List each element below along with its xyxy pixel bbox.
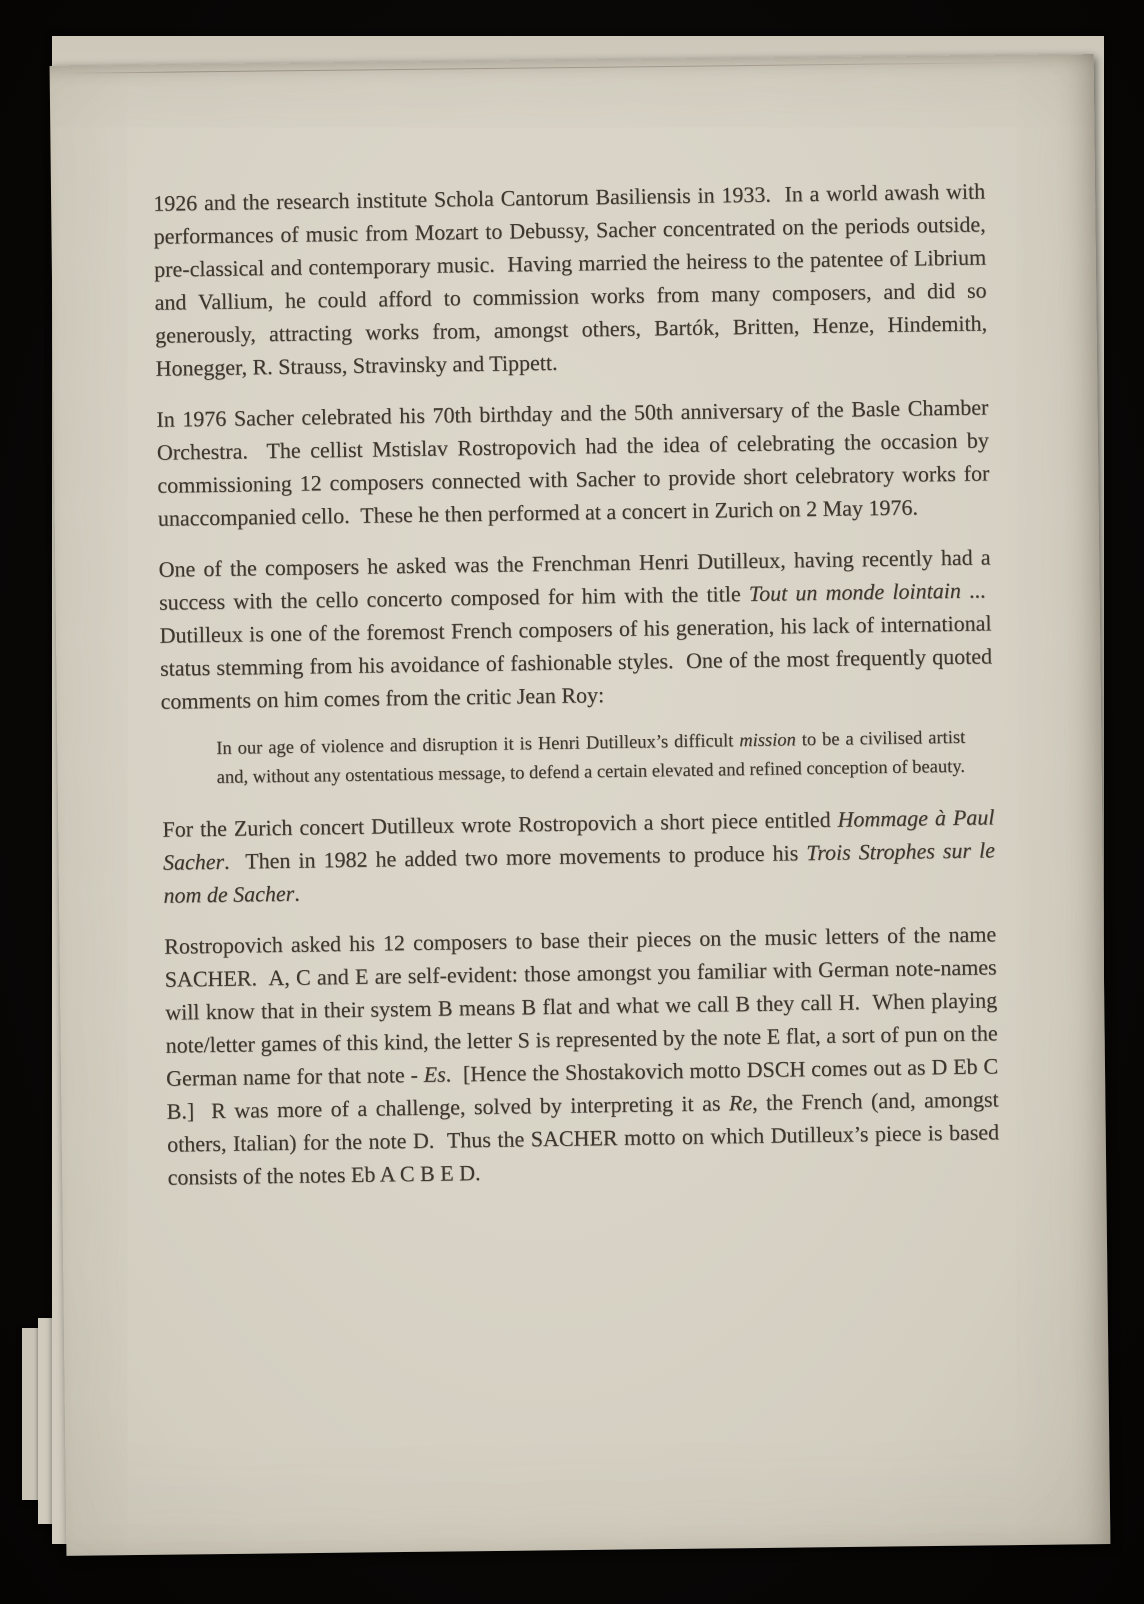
text-segment: In our age of violence and disruption it is Henri Dutilleux’s difficult: [216, 731, 740, 759]
paragraph: [164, 917, 1000, 1193]
text-segment: ... Dutilleux is one of the foremost French composers of his generation, his lack of international status stemming from his avoidance of fashionable styles. One of the most frequently quoted comments on him comes from the critic Jean Roy:: [159, 577, 993, 714]
text-segment: Rostropovich asked his 12 composers to base their pieces on the music letters of the name SACHER. A, C and E are self-evident: those amongst you familiar with German note-names will know that in their system B means B flat and what we call B they call H. When playing note/letter games of this kind, the letter S is represented by the note E flat, a sort of pun on the German name for that note -: [164, 921, 998, 1091]
text-segment: 1926 and the research institute Schola Cantorum Basiliensis in 1933. In a world awash with performances of music from Mozart to Debussy, Sacher concentrated on the periods outside, pre-classical and contemporary music. Having married the heiress to the patentee of Librium and Vallium, he could afford to commission works from many composers, and did so generously, attracting works from, amongst others, Bartók, Britten, Henze, Hindemith, Honegger, R. Strauss, Stravinsky and Tippett.: [153, 178, 988, 381]
italic-text-segment: Es: [423, 1061, 446, 1087]
text-segment: .: [294, 880, 300, 906]
text-segment: to be a civilised artist and, without any ostentatious message, to defend a certain elevated and refined conception of beauty.: [216, 727, 966, 788]
text-segment: One of the composers he asked was the Frenchman Henri Dutilleux, having recently had a success with the cello concerto composed for him with the title: [158, 544, 991, 615]
paragraph: [158, 540, 992, 717]
text-segment: In 1976 Sacher celebrated his 70th birthday and the 50th anniversary of the Basle Chamber Orchestra. The cellist Mstislav Rostropovich had the idea of celebrating the occasion by commissioning 12 composers connected with Sacher to provide short celebratory works for unaccompanied cello. These he then performed at a concert in Zurich on 2 May 1976.: [156, 394, 990, 531]
scanned-page: [50, 54, 1111, 1556]
quoted-passage: [216, 724, 966, 793]
page-top-crease: [56, 62, 1058, 74]
text-block: [153, 174, 1000, 1211]
paragraph: [156, 390, 990, 534]
text-segment: . [Hence the Shostakovich motto DSCH comes out as D Eb C B.] R was more of a challenge, solved by interpreting it as: [166, 1053, 999, 1124]
italic-text-segment: Tout un monde lointain: [748, 577, 962, 607]
italic-text-segment: Hommage à Paul Sacher: [162, 804, 995, 875]
text-segment: , the French (and, amongst others, Italian) for the note D. Thus the SACHER motto on which Dutilleux’s piece is based consists of the notes Eb A C B E D.: [166, 1086, 1000, 1190]
italic-text-segment: Trois Strophes sur le nom de Sacher: [163, 837, 996, 908]
text-segment: . Then in 1982 he added two more movements to produce his: [223, 840, 807, 874]
paragraph: [153, 174, 988, 384]
text-segment: For the Zurich concert Dutilleux wrote Rostropovich a short piece entitled: [162, 806, 838, 842]
paragraph: [162, 800, 995, 911]
italic-text-segment: mission: [739, 730, 796, 752]
italic-text-segment: Re: [728, 1090, 753, 1116]
